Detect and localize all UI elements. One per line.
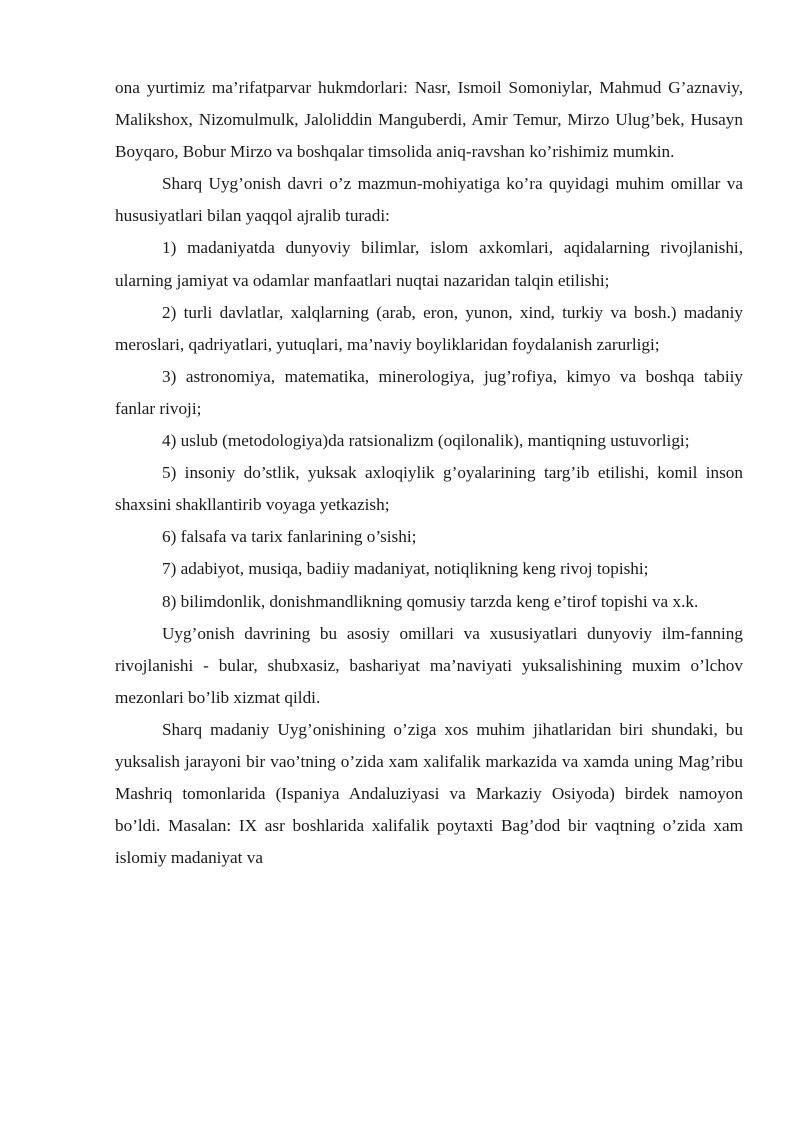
list-item-6: 6) falsafa va tarix fanlarining o’sishi; (162, 527, 417, 547)
paragraph-rulers-continuation: ona yurtimiz ma’rifatparvar hukmdorlari: Nasr, Ismoil Somoniylar, Mahmud G’aznaviy, Malikshox, Nizomulmulk, Jaloliddin Manguberdi, Amir Temur, Mirzo Ulug’bek, Husayn Boyqaro, Bobur Mirzo va boshqalar timsolida aniq-ravshan ko’rishimiz mumkin. (115, 78, 743, 162)
paragraph-renaissance-intro: Sharq Uyg’onish davri o’z mazmun-mohiyatiga ko’ra quyidagi muhim omillar va hususiyatlari bilan yaqqol ajralib turadi: (115, 174, 743, 226)
list-item-8: 8) bilimdonlik, donishmandlikning qomusiy tarzda keng e’tirof topishi va x.k. (162, 591, 699, 611)
list-item-5: 5) insoniy do’stlik, yuksak axloqiylik g’oyalarining targ’ib etilishi, komil inson shaxsini shakllantirib voyaga yetkazish; (115, 463, 743, 515)
paragraph-summary: Uyg’onish davrining bu asosiy omillari va xususiyatlari dunyoviy ilm-fanning rivojlanishi - bular, shubxasiz, bashariyat ma’naviyati yuksalishining muxim o’lchov mezonlari bo’lib xizmat qildi. (115, 623, 743, 707)
list-item-1: 1) madaniyatda dunyoviy bilimlar, islom axkomlari, aqidalarning rivojlanishi, ularning jamiyat va odamlar manfaatlari nuqtai nazaridan talqin etilishi; (115, 238, 743, 290)
list-item-2: 2) turli davlatlar, xalqlarning (arab, eron, yunon, xind, turkiy va bosh.) madaniy meroslari, qadriyatlari, yutuqlari, ma’naviy boyliklaridan foydalanish zarurligi; (115, 302, 743, 354)
document-page (115, 72, 743, 874)
list-item-3: 3) astronomiya, matematika, minerologiya, jug’rofiya, kimyo va boshqa tabiiy fanlar rivoji; (115, 366, 743, 418)
list-item-4: 4) uslub (metodologiya)da ratsionalizm (oqilonalik), mantiqning ustuvorligi; (162, 431, 690, 451)
list-item-7: 7) adabiyot, musiqa, badiiy madaniyat, notiqlikning keng rivoj topishi; (162, 559, 649, 579)
paragraph-caliphate: Sharq madaniy Uyg’onishining o’ziga xos muhim jihatlaridan biri shundaki, bu yuksalish jarayoni bir vao’tning o’zida xam xalifalik markazida va xamda uning Mag’ribu Mashriq tomonlarida (Ispaniya Andaluziyasi va Markaziy Osiyoda) birdek namoyon bo’ldi. Masalan: IX asr boshlarida xalifalik poytaxti Bag’dod bir vaqtning o’zida xam islomiy madaniyat va (115, 719, 743, 868)
